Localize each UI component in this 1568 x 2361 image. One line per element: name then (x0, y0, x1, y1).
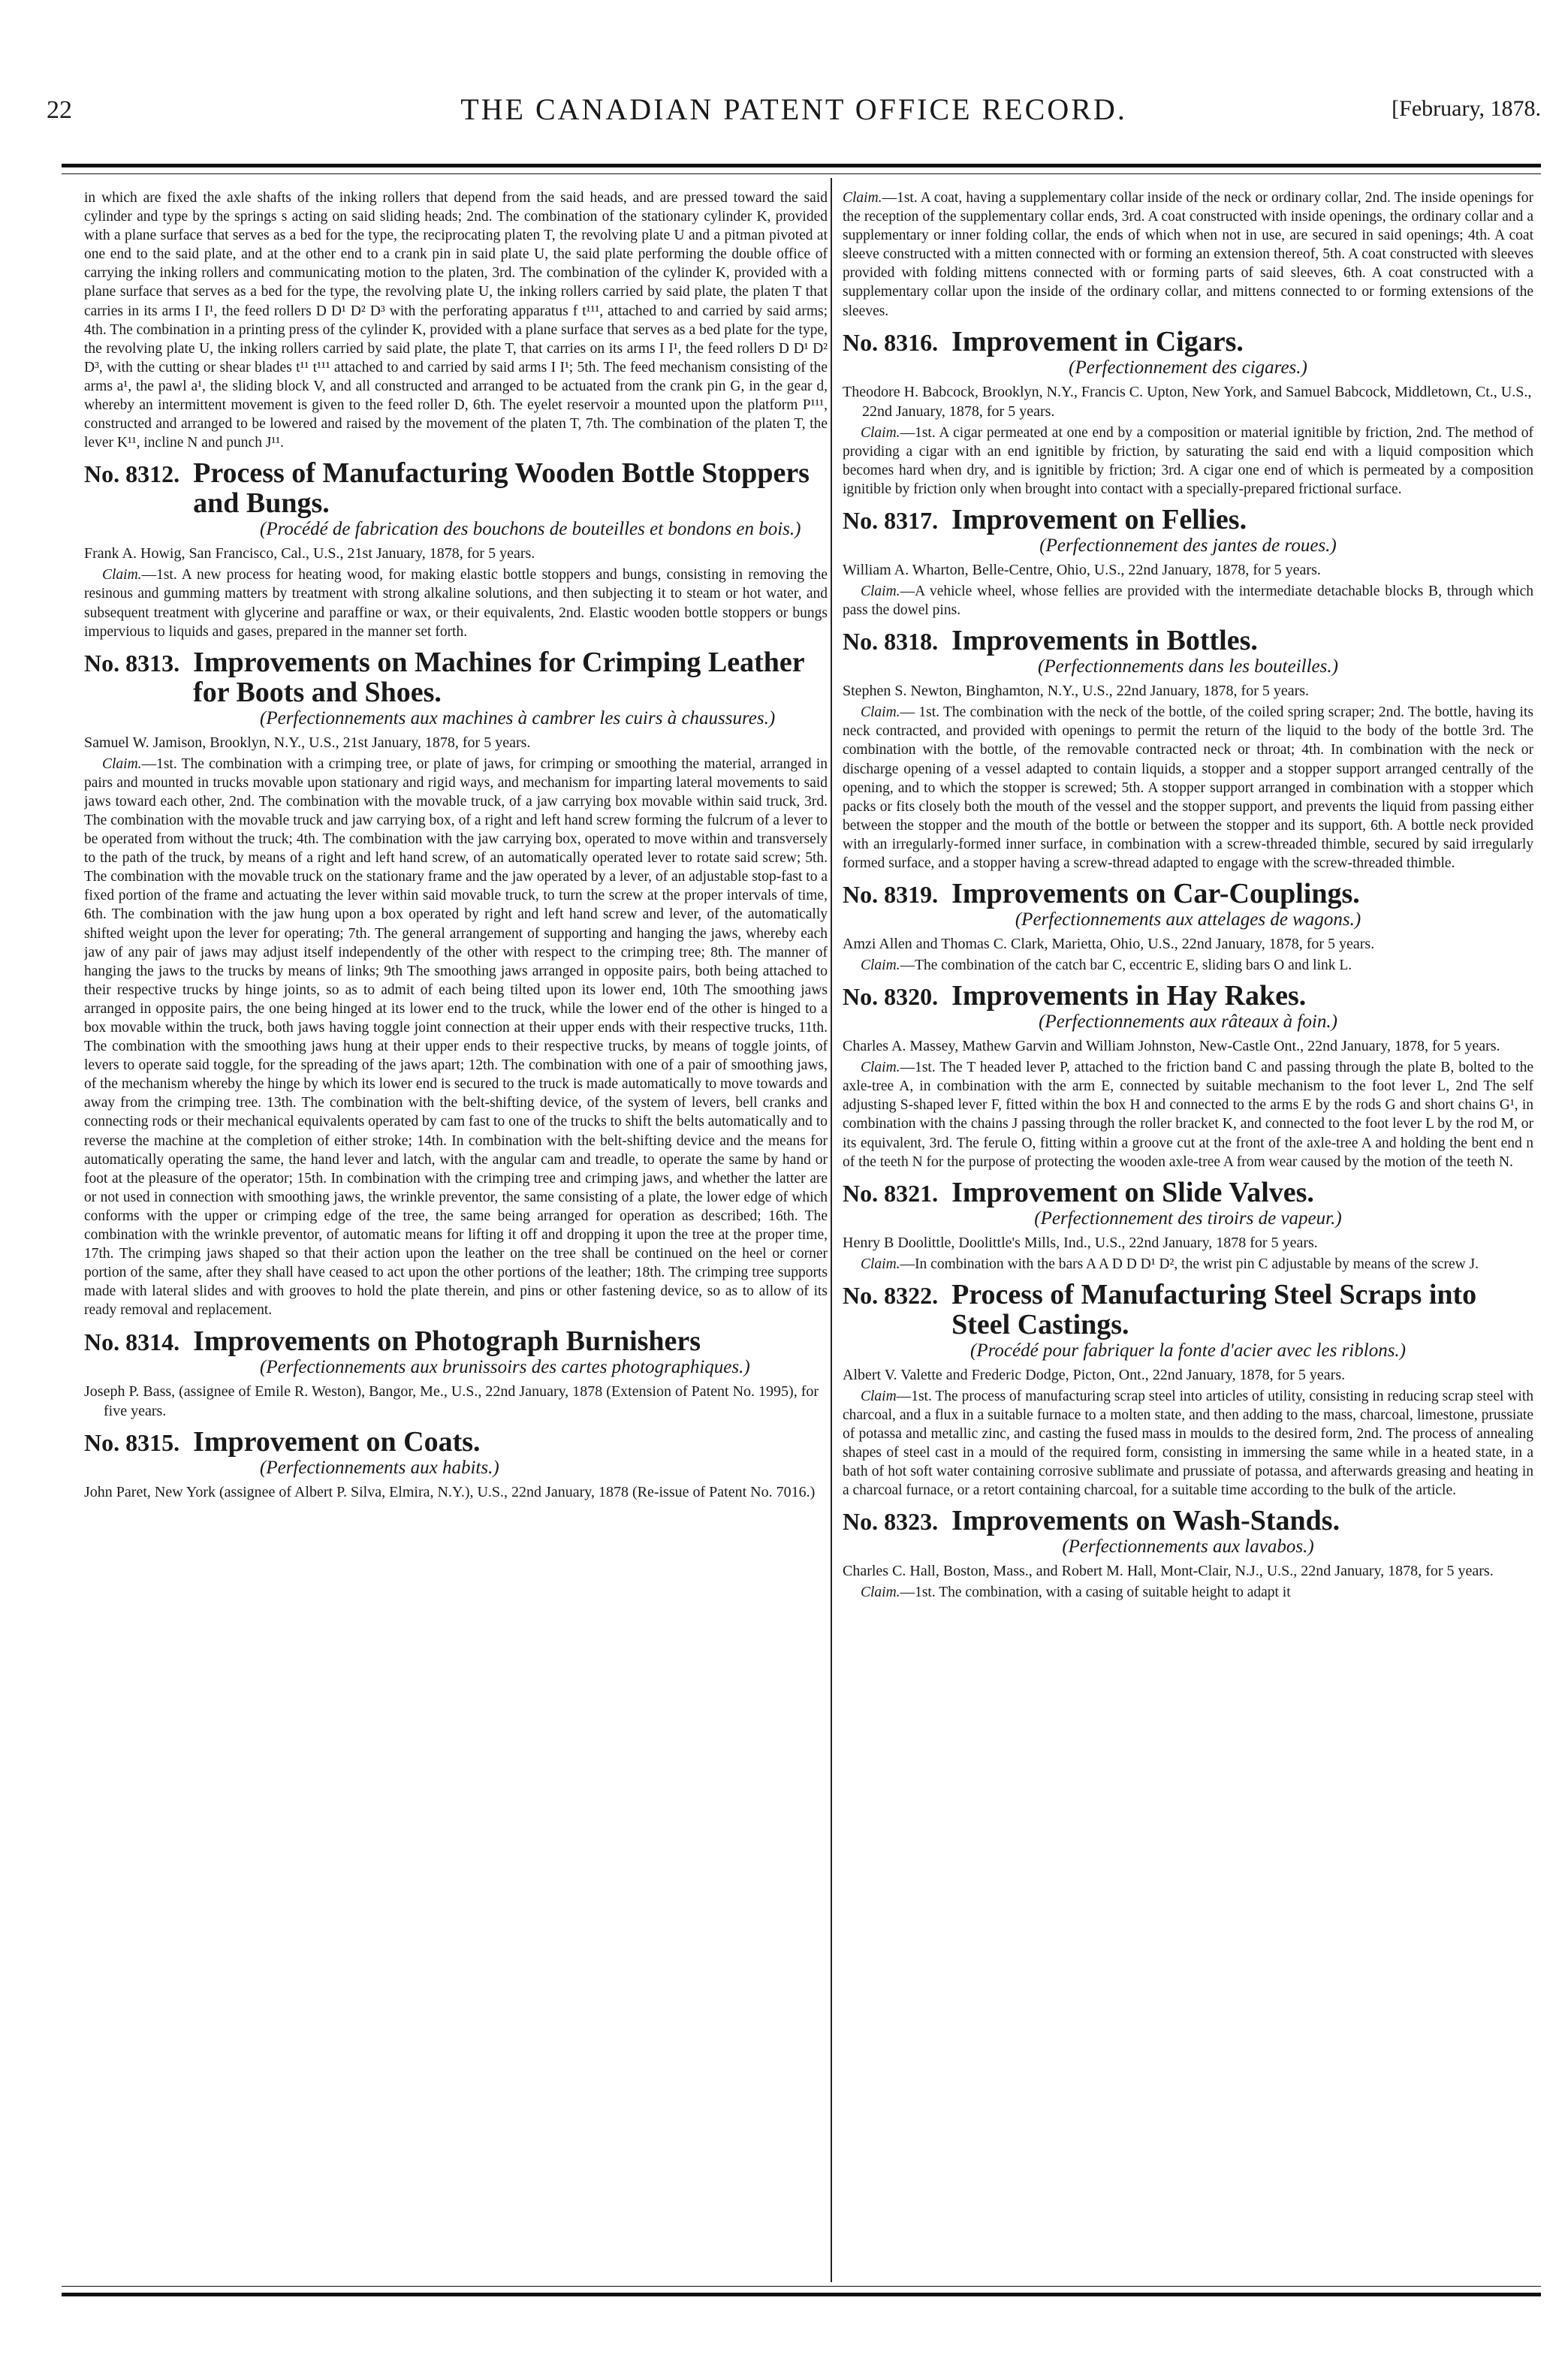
claims-text (843, 424, 1533, 499)
claim-body: —1st. The T headed lever P, attached to the friction band C and passing through the plate B, bolted to the axle-tree A, in combination with the arm E, connected by suitable mechanism to the foot lever L, 2nd The self adjusting S-shaped lever F, fitted within the box H and connected to the arms E by the rods G and short chains G¹, in combination with the chains J passing through the roller bracket K, and connected to the foot lever L by the rod M, or its equivalent, 3rd. The ferule O, fitting within a groove cut at the front of the axle-tree A and holding the bent end n of the teeth N for the purpose of protecting the wooden axle-tree A from wear caused by the motion of the teeth N. (843, 1060, 1533, 1170)
patent-title: Improvements on Car-Couplings. (951, 878, 1360, 910)
inventor-line: Samuel W. Jamison, Brooklyn, N.Y., U.S., 21st January, 1878, for 5 years. (84, 734, 531, 751)
patent-title: Improvement on Slide Valves. (951, 1176, 1314, 1208)
patent-entry (843, 879, 1533, 975)
patent-title: Improvements in Bottles. (951, 625, 1258, 657)
inventor-line: Albert V. Valette and Frederic Dodge, Picton, Ont., 22nd January, 1878, for 5 years. (843, 1366, 1346, 1383)
claims-text (843, 582, 1533, 620)
entry-heading (84, 1326, 828, 1356)
patent-number: No. 8315. (84, 1428, 180, 1456)
french-title: (Procédé pour fabriquer la fonte d'acier avec les riblons.) (970, 1340, 1406, 1361)
inventor-line: William A. Wharton, Belle-Centre, Ohio, U.S., 22nd January, 1878, for 5 years. (843, 562, 1321, 579)
patent-number: No. 8322. (843, 1281, 939, 1309)
french-title: (Perfectionnements aux machines à cambrer les cuirs à chaussures.) (260, 707, 776, 728)
french-title: (Perfectionnements aux lavabos.) (1062, 1536, 1314, 1557)
patent-title: Improvements on Photograph Burnishers (193, 1325, 701, 1357)
claim-label: Claim. (861, 704, 900, 721)
inventor-line: Joseph P. Bass, (assignee of Emile R. Weston), Bangor, Me., U.S., 22nd January, 1878 (Extension of Patent No. 1995), for five years. (84, 1383, 819, 1419)
entry-heading (84, 647, 828, 707)
inventor-line: Henry B Doolittle, Doolittle's Mills, Ind., U.S., 22nd January, 1878 for 5 years. (843, 1234, 1318, 1251)
right-entries (843, 327, 1533, 1603)
patent-title: Improvements on Machines for Crimping Leather for Boots and Shoes. (193, 646, 804, 708)
claim-label: Claim. (102, 567, 142, 583)
patent-number: No. 8313. (84, 649, 180, 677)
inventor-line: Charles A. Massey, Mathew Garvin and William Johnston, New-Castle Ont., 22nd January, 1878, for 5 years. (843, 1038, 1500, 1055)
left-column (84, 188, 828, 2284)
patent-title: Improvements on Wash-Stands. (951, 1505, 1340, 1537)
continued-claims: Claim.—1st. A coat, having a supplementary collar inside of the neck or ordinary collar, 2nd. The inside openings for the reception of the supplementary collar ends, 3rd. A coat constructed with inside openings, the ordinary collar and a supplementary or inner folding collar, the ends of which when not in use, are secured in said openings; 4th. A coat sleeve constructed with a mitten connected with or forming an extension thereof, 5th. A coat constructed with sleeves provided with folding mittens connected with or forming parts of said sleeves, 6th. A coat constructed with a supplementary collar upon the inside of the ordinary collar, and mittens connected to or forming extensions of the sleeves. (843, 190, 1533, 319)
claim-body: —1st. A cigar permeated at one end by a composition or material ignitible by friction, 2nd. The method of providing a cigar with an end ignitible by friction, by saturating the said end with a liquid composition which becomes hard when dry, and is ignitible by friction; 3rd. A cigar one end of which is permeated by a composition ignitible by friction only when brought into contact with a specially-prepared frictional surface. (843, 424, 1533, 497)
patent-number: No. 8314. (84, 1328, 180, 1355)
patent-title: Improvements in Hay Rakes. (951, 980, 1307, 1012)
patent-number: No. 8318. (843, 628, 939, 656)
claim-body: —1st. The combination with a crimping tree, or plate of jaws, for crimping or smoothing the material, arranged in pairs and mounted in trucks movable upon stationary and rigid ways, and mechanism for imparting lateral movements to said jaws toward each other, 2nd. The combination with the movable truck, of a jaw carrying box movable within said truck, 3rd. The combination with the movable truck and jaw carrying box, of a right and left hand screw forming the fulcrum of a lever to be operated from without the truck; 4th. The combination with the jaw carrying box, operated to move within and transversely to the path of the truck, by means of a right and left hand screw, of an automatically operated lever to rotate said screw; 5th. The combination with the movable truck on the stationary frame and the jaw operated by a lever, of an adjustable stop-fast to a fixed portion of the frame and actuating the lever within said movable truck, to turn the screw at the proper intervals of time, 6th. The combination with the jaw hung upon a box operated by right and left hand screw and lever, of the automatically shifted weight upon the lever for operating; 7th. The general arrangement of supporting and hanging the jaws, whereby each jaw of any pair of jaws may adjust itself independently of the other with respect to the crimping tree; 8th. The manner of hanging the jaws to the trucks by means of links; 9th The smoothing jaws arranged in opposite pairs, both being attached to their respective trucks by hinge joints, so as to admit of each being tilted upon its lower end, 10th The smoothing jaws arranged in opposite pairs, the one being hinged at its lower end to the truck, while the lower end of the other is hinged to a box movable within the truck, both jaws having toggle joint connection at their upper ends with their respective trucks, 11th. The combination with the smoothing jaws hung at their upper ends to their respective trucks, by means of toggle joints, of levers to operate said toggle, for the spreading of the jaws apart; 12th. The combination with one of a pair of smoothing jaws, of the mechanism whereby the hinge by which its lower end is secured to the truck is made automatically to move towards and away from the crimping tree. 13th. The combination with the belt-shifting device, of the system of levers, bell cranks and connecting rods or their mechanical equivalents operated by cam fast to one of the trucks to shift the belts automatically and to reverse the machine at the completion of either stroke; 14th. In combination with the belt-shifting device and the means for automatically operating the same, the hand lever and latch, with the angular cam and treadle, to operate the same by hand or foot at the pleasure of the operator; 15th. In combination with the crimping tree and crimping jaws, and whether the latter are or not used in connection with smoothing jaws, the wrinkle preventor, the same consisting of a plate, the lower edge of which conforms with the upper or crimping edge of the tree, the same being arranged for operation as described; 16th. The combination with the wrinkle preventor, of automatic means for lifting it off and dropping it upon the tree at the proper time, 17th. The crimping jaws shaped so that their action upon the leather on the tree shall be continued on the heel or corner portion of the same, after they shall have ceased to act upon the other portions of the leather; 18th. The crimping tree supports made with lateral slides and with grooves to hold the plate therein, and pins or other fastening device, so as to allow of its ready removal and replacement. (84, 755, 828, 1319)
french-title: (Perfectionnements aux habits.) (260, 1457, 499, 1478)
inventor-line: Charles C. Hall, Boston, Mass., and Robert M. Hall, Mont-Clair, N.J., U.S., 22nd January, 1878, for 5 years. (843, 1563, 1494, 1580)
journal-title: THE CANADIAN PATENT OFFICE RECORD. (460, 92, 1127, 126)
claims-text (84, 565, 828, 641)
patent-entry (843, 1506, 1533, 1602)
claims-text (843, 1583, 1533, 1602)
claims-text (84, 755, 828, 1320)
inventor-line: Theodore H. Babcock, Brooklyn, N.Y., Francis C. Upton, New York, and Samuel Babcock, Middletown, Ct., U.S., 22nd January, 1878, for 5 years. (843, 383, 1532, 420)
entry-heading (843, 1177, 1533, 1208)
claims-text (843, 1255, 1533, 1274)
claims-text (843, 703, 1533, 873)
patent-number: No. 8321. (843, 1179, 939, 1207)
patent-number: No. 8316. (843, 328, 939, 356)
right-column (843, 188, 1533, 2284)
patent-entry (843, 981, 1533, 1171)
patent-entry (843, 626, 1533, 873)
french-title: (Perfectionnements dans les bouteilles.) (1038, 656, 1338, 677)
entry-heading (843, 1280, 1533, 1340)
patent-entry (843, 1280, 1533, 1500)
inventor-line: Amzi Allen and Thomas C. Clark, Marietta, Ohio, U.S., 22nd January, 1878, for 5 years. (843, 936, 1375, 953)
claim-label: Claim. (861, 1060, 900, 1076)
claim-label: Claim. (861, 424, 900, 441)
inventor-line: Frank A. Howig, San Francisco, Cal., U.S., 21st January, 1878, for 5 years. (84, 545, 535, 562)
patent-entry (843, 505, 1533, 620)
french-title: (Procédé de fabrication des bouchons de bouteilles et bondons en bois.) (260, 519, 801, 540)
patent-title: Improvement on Coats. (193, 1425, 481, 1458)
french-title: (Perfectionnement des jantes de roues.) (1039, 535, 1337, 556)
french-title: (Perfectionnements aux attelages de wagons.) (1015, 909, 1361, 930)
claims-text (843, 956, 1533, 975)
claim-body: —The combination of the catch bar C, eccentric E, sliding bars O and link L. (900, 957, 1352, 974)
claim-label: Claim. (861, 957, 900, 974)
claim-body: —In combination with the bars A A D D D¹ D², the wrist pin C adjustable by means of the screw J. (900, 1256, 1479, 1272)
claim-label: Claim. (102, 755, 142, 772)
claim-body: —A vehicle wheel, whose fellies are provided with the intermediate detachable blocks B, through which pass the dowel pins. (843, 583, 1533, 619)
patent-entry (843, 327, 1533, 499)
entry-heading (843, 1506, 1533, 1536)
page-header (47, 89, 1541, 134)
entry-heading (843, 626, 1533, 656)
entry-heading (843, 981, 1533, 1011)
column-divider (831, 178, 832, 2282)
patent-entry (84, 458, 828, 641)
french-title: (Perfectionnements aux râteaux à foin.) (1039, 1012, 1337, 1033)
continued-claims: in which are fixed the axle shafts of the inking rollers that depend from the said heads, and are pressed toward the said cylinder and type by the springs s acting on said sliding heads; 2nd. The combination of the stationary cylinder K, provided with a plane surface that serves as a bed for the type, the reciprocating platen T, the revolving plate U and a pitman pivoted at one end to the said plate, and at the other end to a crank pin in said plate U, the said plate performing the double office of carrying the inking rollers and communicating motion to the platen, 3rd. The combination of the cylinder K, provided with a plane surface that serves as a bed for the type, the revolving plate U, the inking rollers carried by said plate, the platen T that carries in its arms I I¹, the feed rollers D D¹ D² D³ with the perforating apparatus f t¹¹¹, attached to and carried by said arms; 4th. The combination in a printing press of the cylinder K, provided with a plane surface that serves as a bed plate for the type, the revolving plate U, the inking rollers carried by said plate, the plate T, that carries on its arms I I¹, the feed rollers D D¹ D² D³, with the cutting or shear blades t¹¹ t¹¹¹ attached to and carried by said arms I I¹; 5th. The feed mechanism consisting of the arms a¹, the pawl a¹, the sliding block V, and all constructed and arranged to be actuated from the crank pin G, in the gear d, whereby an intermittent movement is given to the feed roller D, 6th. The eyelet reservoir a mounted upon the platform P¹¹¹, constructed and arranged to be lowered and raised by the movement of the platen T, 7th. The combination of the platen T, the lever K¹¹, incline N and punch J¹¹. (84, 190, 828, 451)
entry-heading (843, 505, 1533, 535)
patent-title: Improvement in Cigars. (951, 325, 1244, 357)
claim-body: —1st. A new process for heating wood, for making elastic bottle stoppers and bungs, consisting in removing the resinous and gumming matters by treatment with strong alkaline solutions, and then subjecting it to steam or hot water, and subsequent treatment with glycerine and paraffine or wax, or their equivalents, 2nd. Elastic wooden bottle stoppers or bungs impervious to liquids and gases, prepared in the manner set forth. (84, 567, 828, 640)
issue-date: [February, 1878. (1392, 96, 1541, 121)
inventor-line: Stephen S. Newton, Binghamton, N.Y., U.S., 22nd January, 1878, for 5 years. (843, 683, 1310, 700)
patent-number: No. 8319. (843, 881, 939, 909)
patent-entry (84, 1427, 828, 1502)
patent-entry (843, 1177, 1533, 1274)
patent-entry (84, 1326, 828, 1421)
left-entries (84, 458, 828, 1501)
patent-number: No. 8312. (84, 460, 180, 488)
patent-title: Process of Manufacturing Steel Scraps into Steel Castings. (951, 1278, 1477, 1340)
claim-body: —1st. The process of manufacturing scrap steel into articles of utility, consisting in reducing scrap steel with charcoal, and a flux in a suitable furnace to a molten state, and then adding to the mass, charcoal, limestone, prussiate of potassa and metallic zinc, and casting the fused mass in moulds to the desired form, 2nd. The process of annealing shapes of steel cast in a mould of the required form, consisting in immersing the same while in a heated state, in a bath of hot soft water containing corrosive sublimate and prussiate of potassa, and afterwards greasing and heating in a charcoal furnace, or a retort containing charcoal, for a suitable time according to the bulk of the article. (843, 1388, 1533, 1499)
patent-number: No. 8323. (843, 1508, 939, 1536)
french-title: (Perfectionnements aux brunissoirs des cartes photographiques.) (260, 1356, 750, 1377)
inventor-line: John Paret, New York (assignee of Albert P. Silva, Elmira, N.Y.), U.S., 22nd January, 1878 (Re-issue of Patent No. 7016.) (84, 1483, 816, 1500)
entry-heading (843, 879, 1533, 909)
claim-body: — 1st. The combination with the neck of the bottle, of the coiled spring scraper; 2nd. The bottle, having its neck contracted, and provided with openings to permit the return of the liquid to the body of the bottle 3rd. The combination with the bottle, of the removable contracted neck or throat; 4th. In combination with the neck or discharge opening of a vessel adapted to contain liquids, a stopper and a stopper support arranged centrally of the opening, and to which the stopper is screwed; 5th. A stopper support arranged in combination with a stopper which packs or fits closely both the mouth of the vessel and the stopper support, and prevents the liquid from passing either between the stopper and the mouth of the bottle or between the stopper and its support, 6th. A bottle neck provided with an irregularly-formed inner surface, in combination with a screw-threaded thimble, secured by said irregularly formed surface, and a stopper having a screw-thread adapted to engage with the screw-threaded thimble. (843, 704, 1533, 871)
entry-heading (84, 458, 828, 518)
claim-label: Claim. (861, 583, 900, 600)
patent-title: Improvement on Fellies. (951, 504, 1247, 536)
patent-title: Process of Manufacturing Wooden Bottle Stoppers and Bungs. (193, 457, 810, 520)
patent-number: No. 8317. (843, 507, 939, 535)
claim-label: Claim. (861, 1585, 900, 1601)
claim-label: Claim (861, 1388, 897, 1404)
entry-heading (843, 327, 1533, 357)
french-title: (Perfectionnement des tiroirs de vapeur.) (1034, 1208, 1342, 1229)
patent-number: No. 8320. (843, 983, 939, 1011)
page-number: 22 (47, 96, 72, 124)
claims-text (843, 1387, 1533, 1500)
patent-entry (84, 647, 828, 1320)
entry-heading (84, 1427, 828, 1457)
claims-text (843, 1058, 1533, 1171)
claim-body: —1st. The combination, with a casing of suitable height to adapt it (900, 1585, 1291, 1601)
french-title: (Perfectionnement des cigares.) (1069, 357, 1307, 378)
page-frame (62, 164, 1541, 2296)
claim-label: Claim. (861, 1256, 900, 1272)
